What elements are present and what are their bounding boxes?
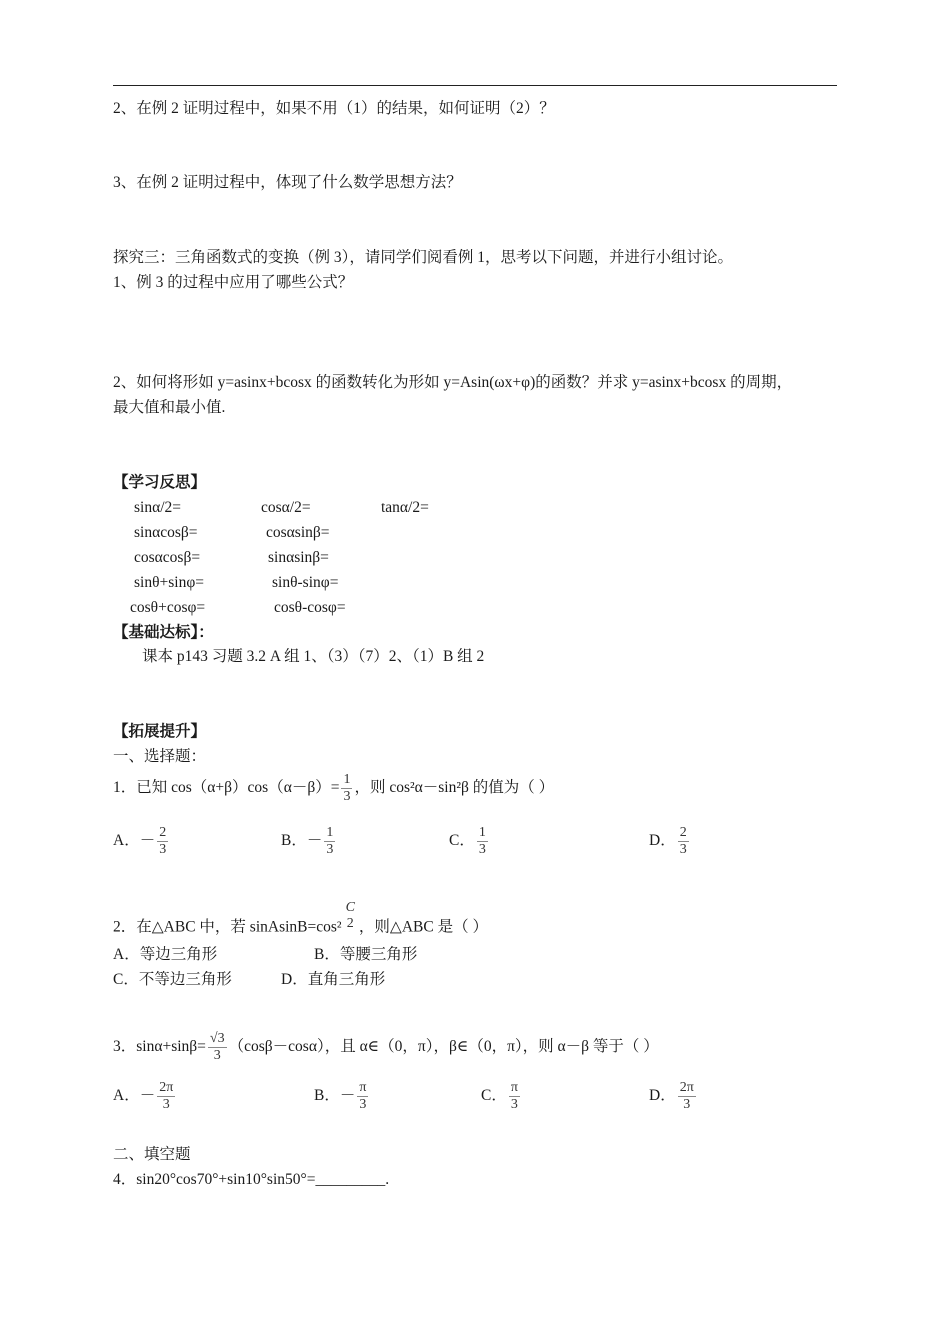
- extend-heading: 【拓展提升】: [113, 723, 207, 740]
- reflection-formula: tanα/2=: [381, 499, 429, 516]
- fraction: $\frac{√3}{3}$: [209, 1031, 225, 1063]
- explore-3-question-2-line2: 最大值和最小值.: [113, 399, 226, 416]
- problem-1-suffix: ，则 cos²α－sin²β 的值为（ ）: [354, 779, 555, 797]
- reflection-formula: cosαcosβ=: [134, 549, 201, 566]
- fraction: C 2: [345, 900, 355, 931]
- reflection-formula: cosθ-cosφ=: [274, 599, 346, 616]
- reflection-formula: cosθ+cosφ=: [130, 599, 206, 616]
- reflection-formula: sinθ-sinφ=: [272, 574, 339, 591]
- problem-1-option-b: B．－ $\frac{1}{3}$: [281, 825, 334, 857]
- problem-2-option-d: D．直角三角形: [281, 971, 386, 988]
- explore-3-intro: 探究三：三角函数式的变换（例 3），请同学们阅看例 1，思考以下问题，并进行小组讨论。: [113, 249, 734, 266]
- reflection-formula: sinα/2=: [134, 499, 182, 516]
- reflection-formula: cosαsinβ=: [266, 524, 330, 541]
- problem-3-option-c: C． $\frac{\pi}{3}$: [481, 1080, 518, 1112]
- problem-1-option-c: C． $\frac{1}{3}$: [449, 825, 486, 857]
- section-choice-heading: 一、选择题：: [113, 748, 207, 765]
- problem-2-suffix: ，则△ABC 是（ ）: [358, 918, 488, 936]
- explore-3-question-1: 1、例 3 的过程中应用了哪些公式？: [113, 274, 354, 291]
- problem-2-option-c: C．不等边三角形: [113, 971, 232, 988]
- problem-3-option-a: A．－ $\frac{2\pi}{3}$: [113, 1080, 174, 1112]
- problem-3: [113, 1031, 659, 1064]
- problem-1-option-d: D． $\frac{2}{3}$: [649, 825, 687, 857]
- problem-3-prefix: 3．sinα+sinβ=: [113, 1038, 206, 1056]
- reflection-formula: sinαsinβ=: [268, 549, 329, 566]
- question-3: 3、在例 2 证明过程中，体现了什么数学思想方法？: [113, 174, 462, 191]
- reflection-formula: sinθ+sinφ=: [134, 574, 205, 591]
- reflection-formula: sinαcosβ=: [134, 524, 198, 541]
- basic-heading: 【基础达标】：: [113, 624, 214, 641]
- problem-1-option-a: A．－ $\frac{2}{3}$: [113, 825, 167, 857]
- problem-2-option-a: A．等边三角形: [113, 946, 218, 963]
- problem-2: [113, 900, 488, 944]
- explore-3-question-2-line1: 2、如何将形如 y=asinx+bcosx 的函数转化为形如 y=Asin(ωx+φ)的函数？并求 y=asinx+bcosx 的周期，: [113, 374, 793, 391]
- question-2: 2、在例 2 证明过程中，如果不用（1）的结果，如何证明（2）？: [113, 100, 555, 117]
- problem-3-suffix: （cosβ－cosα），且 α∈（0，π），β∈（0，π），则 α－β 等于（ ）: [228, 1038, 659, 1056]
- header-rule: [113, 85, 837, 86]
- problem-1: [113, 772, 554, 805]
- reflection-heading: 【学习反思】: [113, 474, 207, 491]
- problem-3-option-b: B．－ $\frac{\pi}{3}$: [314, 1080, 367, 1112]
- problem-3-option-d: D． $\frac{2\pi}{3}$: [649, 1080, 694, 1112]
- reflection-formula: cosα/2=: [261, 499, 311, 516]
- basic-homework: 课本 p143 习题 3.2 A 组 1、（3）（7）2、（1）B 组 2: [142, 648, 485, 665]
- problem-4: 4．sin20°cos70°+sin10°sin50°=_________.: [113, 1171, 390, 1188]
- problem-2-prefix: 2．在△ABC 中，若 sinAsinB=cos²: [113, 918, 342, 936]
- problem-1-prefix: 1．已知 cos（α+β）cos（α－β）=: [113, 779, 340, 797]
- fraction: $\frac{1}{3}$: [343, 772, 351, 804]
- problem-2-option-b: B．等腰三角形: [314, 946, 418, 963]
- section-fill-heading: 二、填空题: [113, 1146, 191, 1163]
